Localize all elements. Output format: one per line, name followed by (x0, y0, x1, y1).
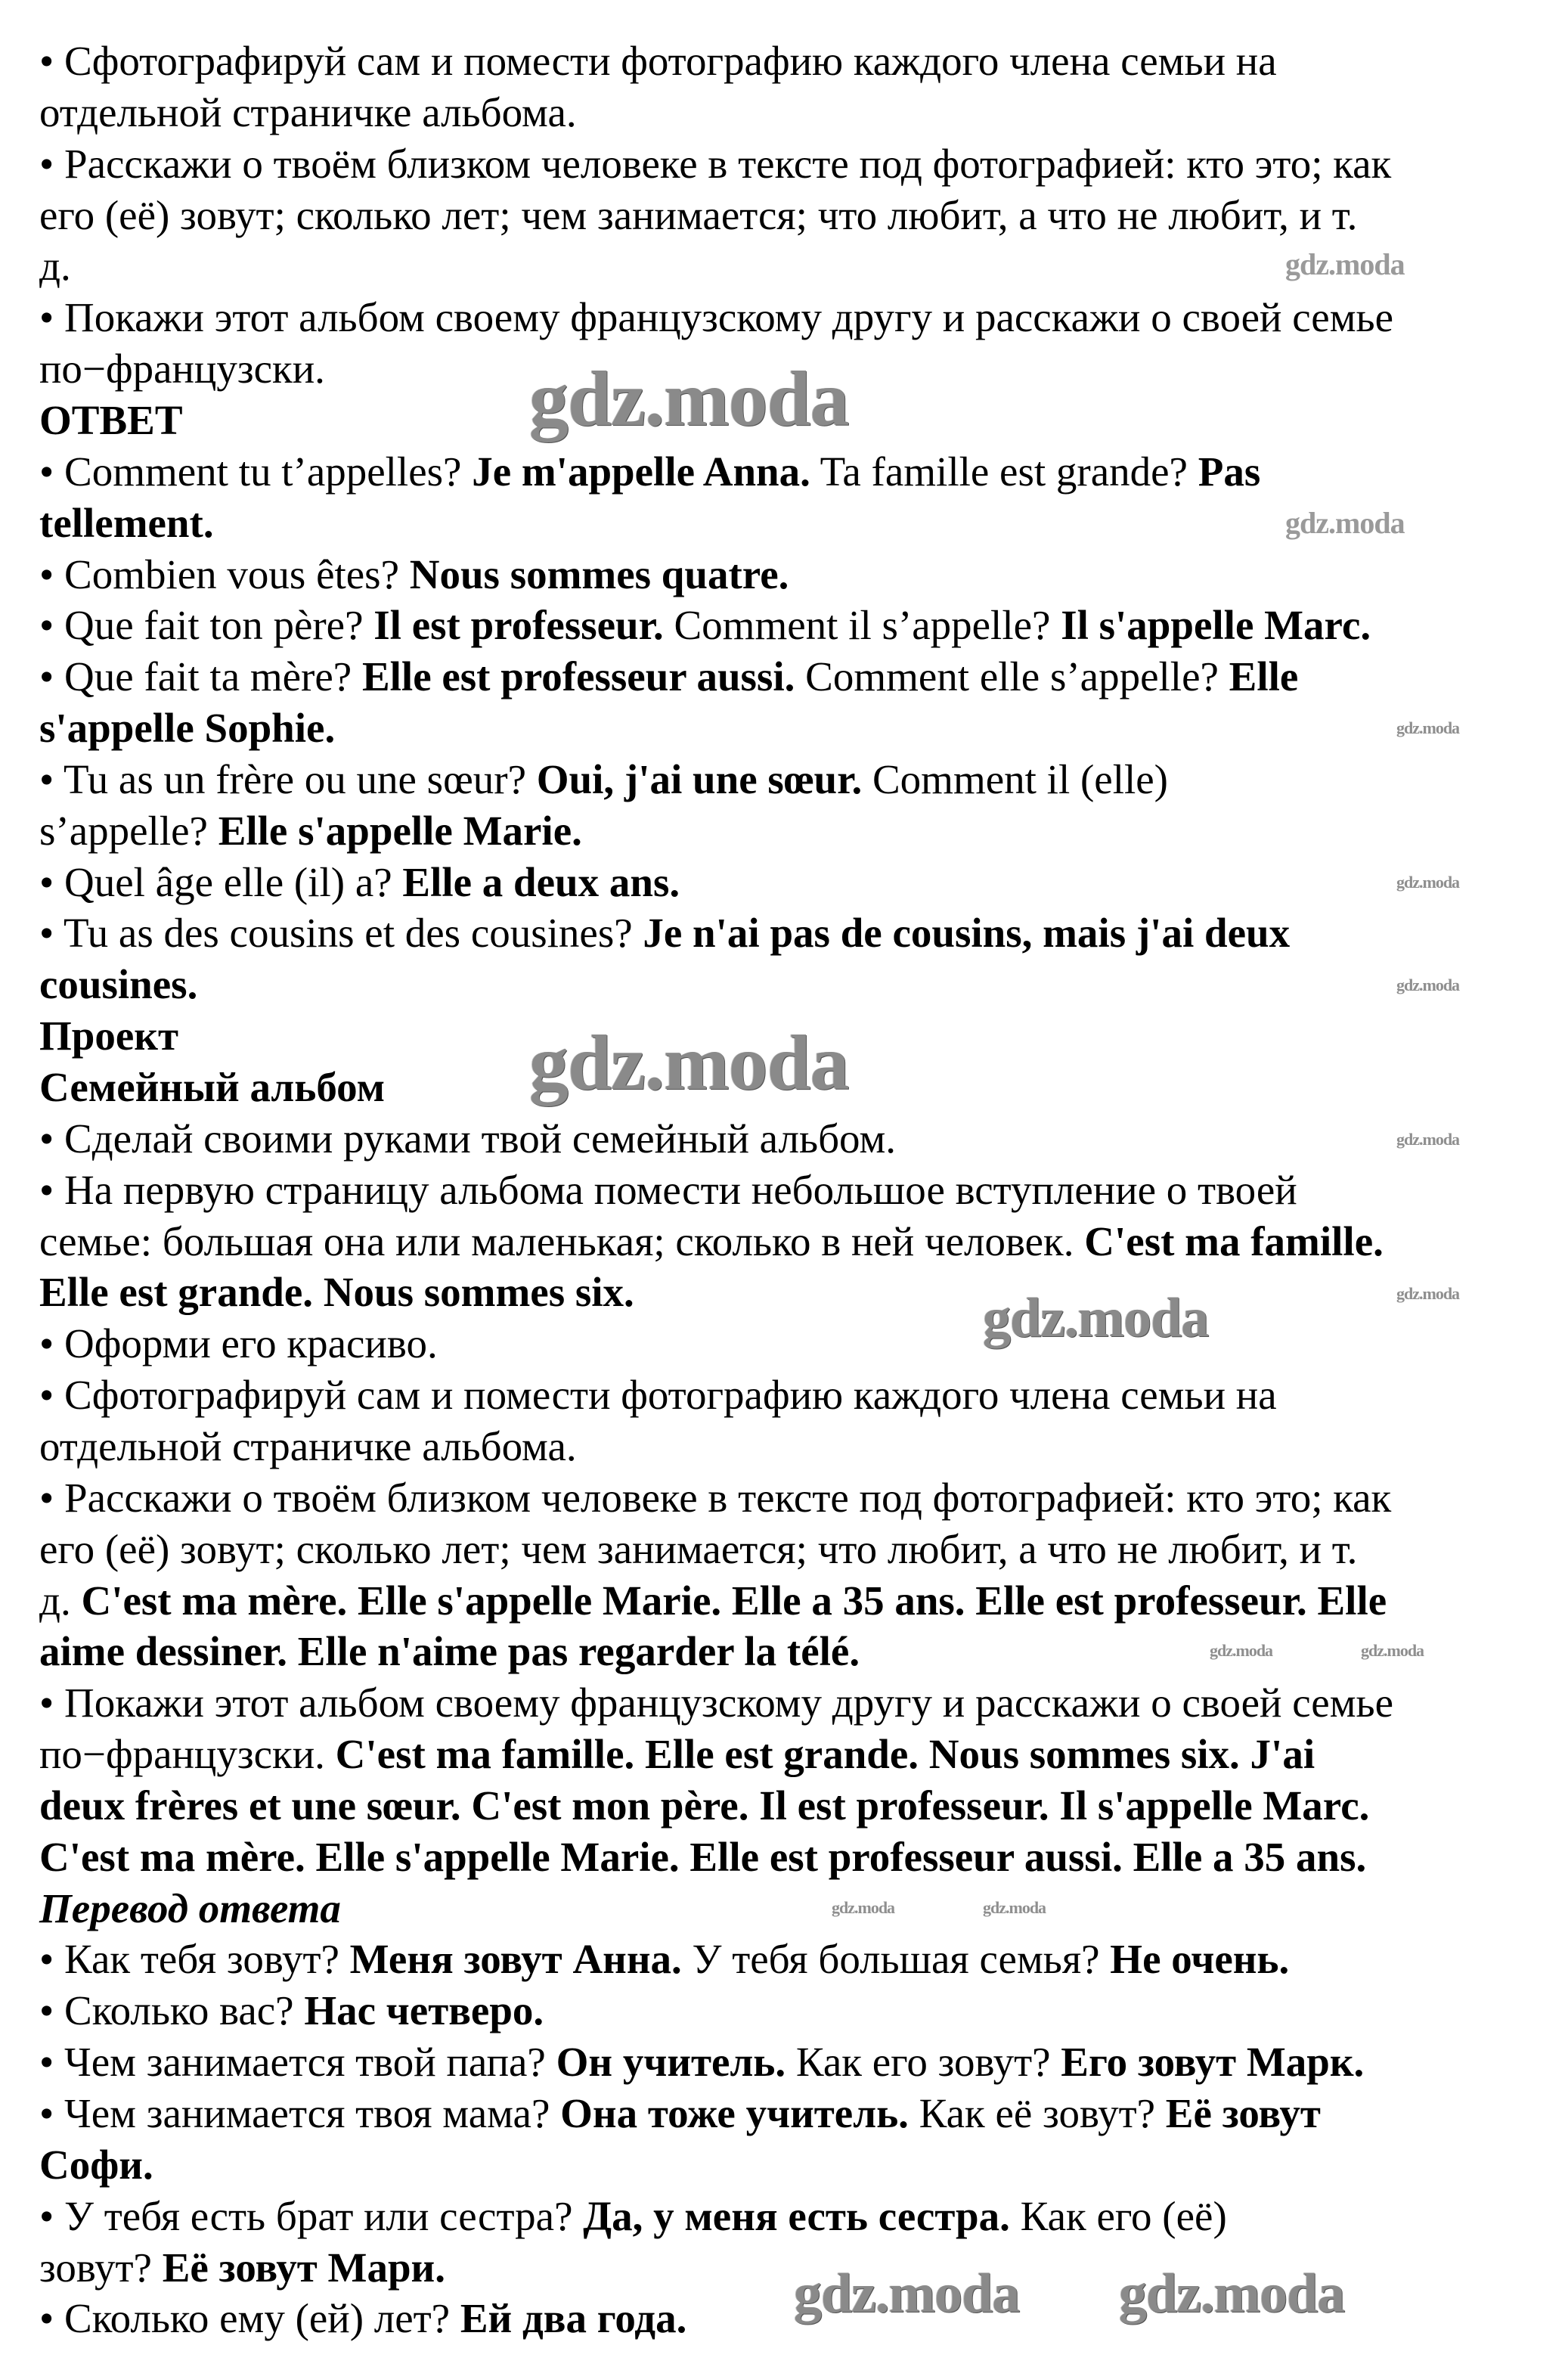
body-text: • Quel âge elle (il) a? (39, 858, 403, 905)
watermark-logo: gdz.moda (832, 1898, 895, 1917)
text-line (39, 240, 71, 292)
answer-text: tellement. (39, 499, 214, 546)
text-line (39, 805, 582, 857)
body-text: Ta famille est grande? (810, 448, 1198, 495)
text-line (39, 87, 577, 138)
body-text: отдельной страничке альбома. (39, 88, 577, 135)
answer-text: Меня зовут Анна. (349, 1936, 682, 1983)
watermark-logo: gdz.moda (1119, 2263, 1345, 2325)
text-line (39, 1216, 1384, 1267)
body-text: • Расскажи о твоём близком человеке в тексте под фотографией: кто это; как (39, 1474, 1392, 1521)
watermark-logo: gdz.moda (529, 355, 849, 442)
body-text: • У тебя есть брат или сестра? (39, 2192, 584, 2239)
body-text: • Tu as un frère ou une sœur? (39, 755, 537, 802)
text-line (39, 343, 325, 395)
text-line (39, 36, 1277, 87)
text-line (39, 446, 1260, 498)
watermark-logo: gdz.moda (1396, 873, 1460, 892)
answer-text: Je m'appelle Anna. (472, 448, 810, 495)
text-line (39, 1626, 860, 1677)
body-text: • Comment tu t’appelles? (39, 448, 473, 495)
body-text: д. (39, 1577, 82, 1624)
answer-text: Elle (1229, 653, 1299, 700)
answer-text: aime dessiner. Elle n'aime pas regarder la télé. (39, 1628, 860, 1675)
body-text: Comment elle s’appelle? (795, 653, 1229, 700)
text-line (39, 1165, 1297, 1216)
answer-text: Nous sommes quatre. (409, 551, 789, 597)
body-text: по−французски. (39, 346, 325, 392)
answer-text: Pas (1198, 448, 1261, 495)
text-line (39, 1472, 1391, 1524)
text-line (39, 1421, 577, 1472)
watermark-logo: gdz.moda (1361, 1641, 1424, 1660)
watermark-logo: gdz.moda (794, 2263, 1020, 2325)
answer-text: Проект (39, 1013, 178, 1059)
text-line (39, 754, 1168, 805)
text-line (39, 2036, 1364, 2088)
text-line (39, 1883, 341, 1934)
watermark-logo: gdz.moda (1210, 1641, 1273, 1660)
body-text: • Tu as des cousins et des cousines? (39, 910, 643, 957)
watermark-logo: gdz.moda (1396, 976, 1460, 994)
body-text: • Que fait ton père? (39, 602, 374, 649)
text-line (39, 703, 335, 754)
answer-text: Перевод ответа (39, 1884, 341, 1931)
text-line (39, 1267, 634, 1318)
body-text: • Сколько ему (ей) лет? (39, 2295, 460, 2342)
answer-text: cousines. (39, 961, 198, 1008)
text-line (39, 1780, 1369, 1832)
body-text: • Сколько вас? (39, 1987, 305, 2034)
watermark-logo: gdz.moda (983, 1287, 1209, 1349)
body-text: Как его зовут? (786, 2039, 1061, 2086)
watermark-logo: gdz.moda (1396, 718, 1460, 737)
text-line (39, 600, 1371, 651)
answer-text: Её зовут (1165, 2090, 1321, 2136)
body-text: • Оформи его красиво. (39, 1320, 438, 1367)
answer-text: Она тоже учитель. (560, 2090, 909, 2136)
text-line (39, 651, 1298, 703)
answer-text: Je n'ai pas de cousins, mais j'ai deux (643, 910, 1291, 957)
answer-text: Её зовут Мари. (162, 2244, 445, 2291)
body-text: s’appelle? (39, 807, 218, 854)
body-text: его (её) зовут; сколько лет; чем занимается; что любит, а что не любит, и т. (39, 191, 1358, 238)
answer-text: ОТВЕТ (39, 396, 183, 443)
text-line (39, 1010, 178, 1062)
text-line (39, 907, 1290, 959)
text-line (39, 1062, 385, 1113)
body-text: • Que fait ta mère? (39, 653, 362, 700)
text-line (39, 2088, 1321, 2139)
text-line (39, 498, 214, 549)
body-text: • Чем занимается твоя мама? (39, 2090, 561, 2136)
body-text: зовут? (39, 2244, 163, 2291)
text-line (39, 959, 197, 1010)
text-line (39, 1985, 544, 2036)
text-line (39, 2139, 153, 2191)
text-line (39, 2242, 445, 2294)
body-text: отдельной страничке альбома. (39, 1422, 577, 1469)
text-line (39, 2293, 686, 2344)
text-line (39, 2191, 1227, 2242)
watermark-logo: gdz.moda (1285, 247, 1405, 281)
text-line (39, 857, 680, 908)
body-text: • Покажи этот альбом своему французскому другу и расскажи о своей семье (39, 294, 1394, 341)
body-text: его (её) зовут; сколько лет; чем занимается; что любит, а что не любит, и т. (39, 1525, 1358, 1572)
body-text: Как её зовут? (908, 2090, 1166, 2136)
watermark-logo: gdz.moda (529, 1019, 849, 1106)
answer-text: Elle est grande. Nous sommes six. (39, 1269, 634, 1316)
text-line (39, 1729, 1315, 1780)
text-line (39, 1575, 1387, 1627)
answer-text: Elle a deux ans. (402, 858, 680, 905)
body-text: • На первую страницу альбома помести небольшое вступление о твоей (39, 1166, 1297, 1213)
body-text: по−французски. (39, 1731, 336, 1778)
text-line (39, 1370, 1277, 1421)
answer-text: Его зовут Марк. (1061, 2039, 1365, 2086)
answer-text: Elle s'appelle Marie. (218, 807, 582, 854)
text-line (39, 549, 789, 600)
text-line (39, 138, 1391, 190)
body-text: У тебя большая семья? (681, 1936, 1111, 1983)
body-text: • Расскажи о твоём близком человеке в тексте под фотографией: кто это; как (39, 140, 1392, 187)
answer-text: deux frères et une sœur. C'est mon père. Il est professeur. Il s'appelle Marc. (39, 1782, 1370, 1829)
text-line (39, 1934, 1289, 1985)
body-text: Comment il (elle) (862, 755, 1168, 802)
text-line (39, 1832, 1366, 1883)
answer-text: Oui, j'ai une sœur. (536, 755, 863, 802)
body-text: • Как тебя зовут? (39, 1936, 350, 1983)
watermark-logo: gdz.moda (1396, 1130, 1460, 1149)
answer-text: Семейный альбом (39, 1064, 386, 1110)
text-line (39, 292, 1393, 343)
answer-text: C'est ma mère. Elle s'appelle Marie. Elle a 35 ans. Elle est professeur. Elle (81, 1577, 1387, 1624)
answer-text: Elle est professeur aussi. (361, 653, 795, 700)
body-text: Как его (её) (1009, 2192, 1227, 2239)
answer-text: Il est professeur. (373, 602, 664, 649)
body-text: • Чем занимается твой папа? (39, 2039, 556, 2086)
text-line (39, 395, 183, 446)
answer-text: C'est ma famille. (1084, 1218, 1384, 1264)
answer-text: C'est ma mère. Elle s'appelle Marie. Elle est professeur aussi. Elle a 35 ans. (39, 1833, 1367, 1880)
body-text: семье: большая она или маленькая; сколько в ней человек. (39, 1218, 1085, 1264)
answer-text: Не очень. (1110, 1936, 1290, 1983)
answer-text: C'est ma famille. Elle est grande. Nous sommes six. J'ai (335, 1731, 1315, 1778)
text-line (39, 190, 1357, 241)
text-line (39, 1318, 438, 1370)
answer-text: Он учитель. (556, 2039, 786, 2086)
answer-text: Да, у меня есть сестра. (583, 2192, 1010, 2239)
answer-text: Нас четверо. (304, 1987, 544, 2034)
body-text: д. (39, 243, 71, 290)
watermark-logo: gdz.moda (1285, 506, 1405, 540)
text-line (39, 1113, 896, 1165)
text-line (39, 1677, 1393, 1729)
body-text: • Сделай своими руками твой семейный альбом. (39, 1115, 897, 1162)
text-line (39, 1524, 1357, 1575)
body-text: Comment il s’appelle? (663, 602, 1061, 649)
answer-text: s'appelle Sophie. (39, 705, 336, 752)
body-text: • Сфотографируй сам и помести фотографию каждого члена семьи на (39, 1372, 1277, 1419)
watermark-logo: gdz.moda (983, 1898, 1046, 1917)
body-text: • Combien vous êtes? (39, 551, 410, 597)
body-text: • Покажи этот альбом своему французскому другу и расскажи о своей семье (39, 1680, 1394, 1726)
answer-text: Ей два года. (460, 2295, 687, 2342)
watermark-logo: gdz.moda (1396, 1284, 1460, 1303)
answer-text: Софи. (39, 2141, 153, 2188)
answer-text: Il s'appelle Marc. (1061, 602, 1371, 649)
body-text: • Сфотографируй сам и помести фотографию каждого члена семьи на (39, 38, 1277, 84)
